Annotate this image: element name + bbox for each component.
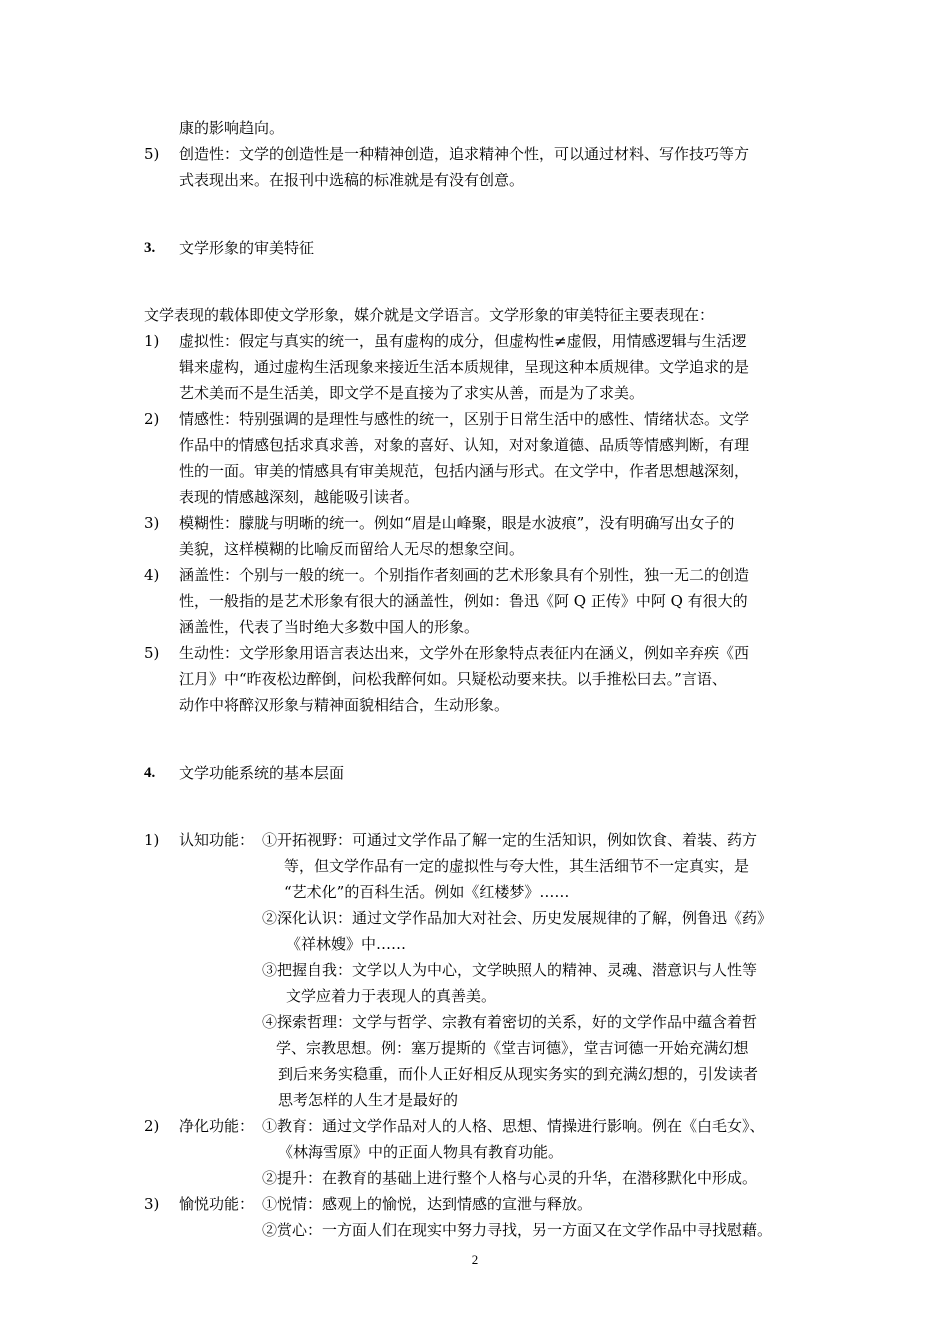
sub-item-line: 学、宗教思想。例：塞万提斯的《堂吉诃德》，堂吉诃德一开始充满幻想 — [276, 1039, 749, 1057]
list-item — [0, 565, 950, 587]
sub-item-line: 文学应着力于表现人的真善美。 — [286, 987, 497, 1005]
list-item — [0, 144, 950, 166]
paragraph-line: 情感性：特别强调的是理性与感性的统一，区别于日常生活中的感性、情绪状态。文学 — [179, 410, 750, 428]
section-title: 文学形象的审美特征 — [179, 239, 315, 257]
list-number: 4) — [144, 566, 160, 584]
list-number: 1) — [144, 332, 160, 350]
sub-item-line: ①教育：通过文学作品对人的人格、思想、情操进行影响。例在《白毛女》、 — [262, 1117, 765, 1135]
list-number: 1) — [144, 831, 160, 849]
list-number: 2) — [144, 410, 160, 428]
list-item — [0, 1194, 950, 1216]
paragraph-line: 模糊性：朦胧与明晰的统一。例如“眉是山峰聚，眼是水波痕”，没有明确写出女子的 — [179, 514, 735, 532]
section-number: 4. — [144, 765, 156, 781]
paragraph-line: 涵盖性，代表了当时绝大多数中国人的形象。 — [179, 618, 480, 636]
paragraph-line: 美貌，这样模糊的比喻反而留给人无尽的想象空间。 — [179, 540, 525, 558]
sub-item-line: 等，但文学作品有一定的虚拟性与夸大性，其生活细节不一定真实，是 — [284, 857, 750, 875]
paragraph-line: 涵盖性：个别与一般的统一。个别指作者刻画的艺术形象具有个别性，独一无二的创造 — [179, 566, 750, 584]
list-item — [0, 409, 950, 431]
function-label: 愉悦功能： — [179, 1195, 255, 1213]
sub-item-line: ②赏心：一方面人们在现实中努力寻找，另一方面又在文学作品中寻找慰藉。 — [262, 1221, 773, 1239]
list-item — [0, 331, 950, 353]
page-number: 2 — [471, 1252, 479, 1267]
section-title: 文学功能系统的基本层面 — [179, 764, 345, 782]
list-item — [0, 643, 950, 665]
list-item — [0, 513, 950, 535]
sub-item-line: ②提升：在教育的基础上进行整个人格与心灵的升华，在潜移默化中形成。 — [262, 1169, 758, 1187]
list-number: 3) — [144, 1195, 160, 1213]
paragraph-line: 虚拟性：假定与真实的统一，虽有虚构的成分，但虚构性≠虚假，用情感逻辑与生活逻 — [179, 332, 747, 350]
section-heading — [0, 763, 950, 785]
paragraph-line: 生动性：文学形象用语言表达出来，文学外在形象特点表征内在涵义，例如辛弃疾《西 — [179, 644, 750, 662]
paragraph-line: 创造性：文学的创造性是一种精神创造，追求精神个性，可以通过材料、写作技巧等方 — [179, 145, 750, 163]
paragraph-line: 江月》中“昨夜松边醉倒，问松我醉何如。只疑松动要来扶。以手推松曰去。”言语、 — [179, 670, 727, 688]
list-number: 5) — [144, 145, 160, 163]
paragraph-line: 作品中的情感包括求真求善，对象的喜好、认知，对对象道德、品质等情感判断，有理 — [179, 436, 750, 454]
list-number: 5) — [144, 644, 160, 662]
sub-item-line: 《祥林嫂》中…… — [286, 935, 407, 953]
function-label: 认知功能： — [179, 831, 255, 849]
section-number: 3. — [144, 240, 156, 256]
sub-item-line: ④探索哲理：文学与哲学、宗教有着密切的关系，好的文学作品中蕴含着哲 — [262, 1013, 758, 1031]
sub-item-line: ③把握自我：文学以人为中心，文学映照人的精神、灵魂、潜意识与人性等 — [262, 961, 758, 979]
paragraph-line: 康的影响趋向。 — [179, 119, 285, 137]
paragraph-line: 动作中将醉汉形象与精神面貌相结合，生动形象。 — [179, 696, 510, 714]
sub-item-line: 思考怎样的人生才是最好的 — [278, 1091, 459, 1109]
section-heading — [0, 238, 950, 260]
paragraph-line: 表现的情感越深刻，越能吸引读者。 — [179, 488, 420, 506]
list-item — [0, 1116, 950, 1138]
paragraph-line: 式表现出来。在报刊中选稿的标准就是有没有创意。 — [179, 171, 525, 189]
sub-item-line: ①开拓视野：可通过文学作品了解一定的生活知识，例如饮食、着装、药方 — [262, 831, 758, 849]
sub-item-line: ②深化认识：通过文学作品加大对社会、历史发展规律的了解，例鲁迅《药》 — [262, 909, 773, 927]
function-label: 净化功能： — [179, 1117, 255, 1135]
list-number: 2) — [144, 1117, 160, 1135]
list-item — [0, 830, 950, 852]
list-number: 3) — [144, 514, 160, 532]
paragraph-line: 性，一般指的是艺术形象有很大的涵盖性，例如：鲁迅《阿 Q 正传》中阿 Q 有很大的 — [179, 592, 748, 610]
sub-item-line: 到后来务实稳重，而仆人正好相反从现实务实的到充满幻想的，引发读者 — [278, 1065, 759, 1083]
sub-item-line: ①悦情：感观上的愉悦，达到情感的宣泄与释放。 — [262, 1195, 593, 1213]
sub-item-line: “艺术化”的百科生活。例如《红楼梦》…… — [284, 883, 570, 901]
paragraph-line: 性的一面。审美的情感具有审美规范，包括内涵与形式。在文学中，作者思想越深刻， — [179, 462, 750, 480]
paragraph-line: 辑来虚构，通过虚构生活现象来接近生活本质规律，呈现这种本质规律。文学追求的是 — [179, 358, 750, 376]
sub-item-line: 《林海雪原》中的正面人物具有教育功能。 — [278, 1143, 564, 1161]
intro-paragraph: 文学表现的载体即使文学形象，媒介就是文学语言。文学形象的审美特征主要表现在： — [144, 306, 715, 324]
paragraph-line: 艺术美而不是生活美，即文学不是直接为了求实从善，而是为了求美。 — [179, 384, 645, 402]
